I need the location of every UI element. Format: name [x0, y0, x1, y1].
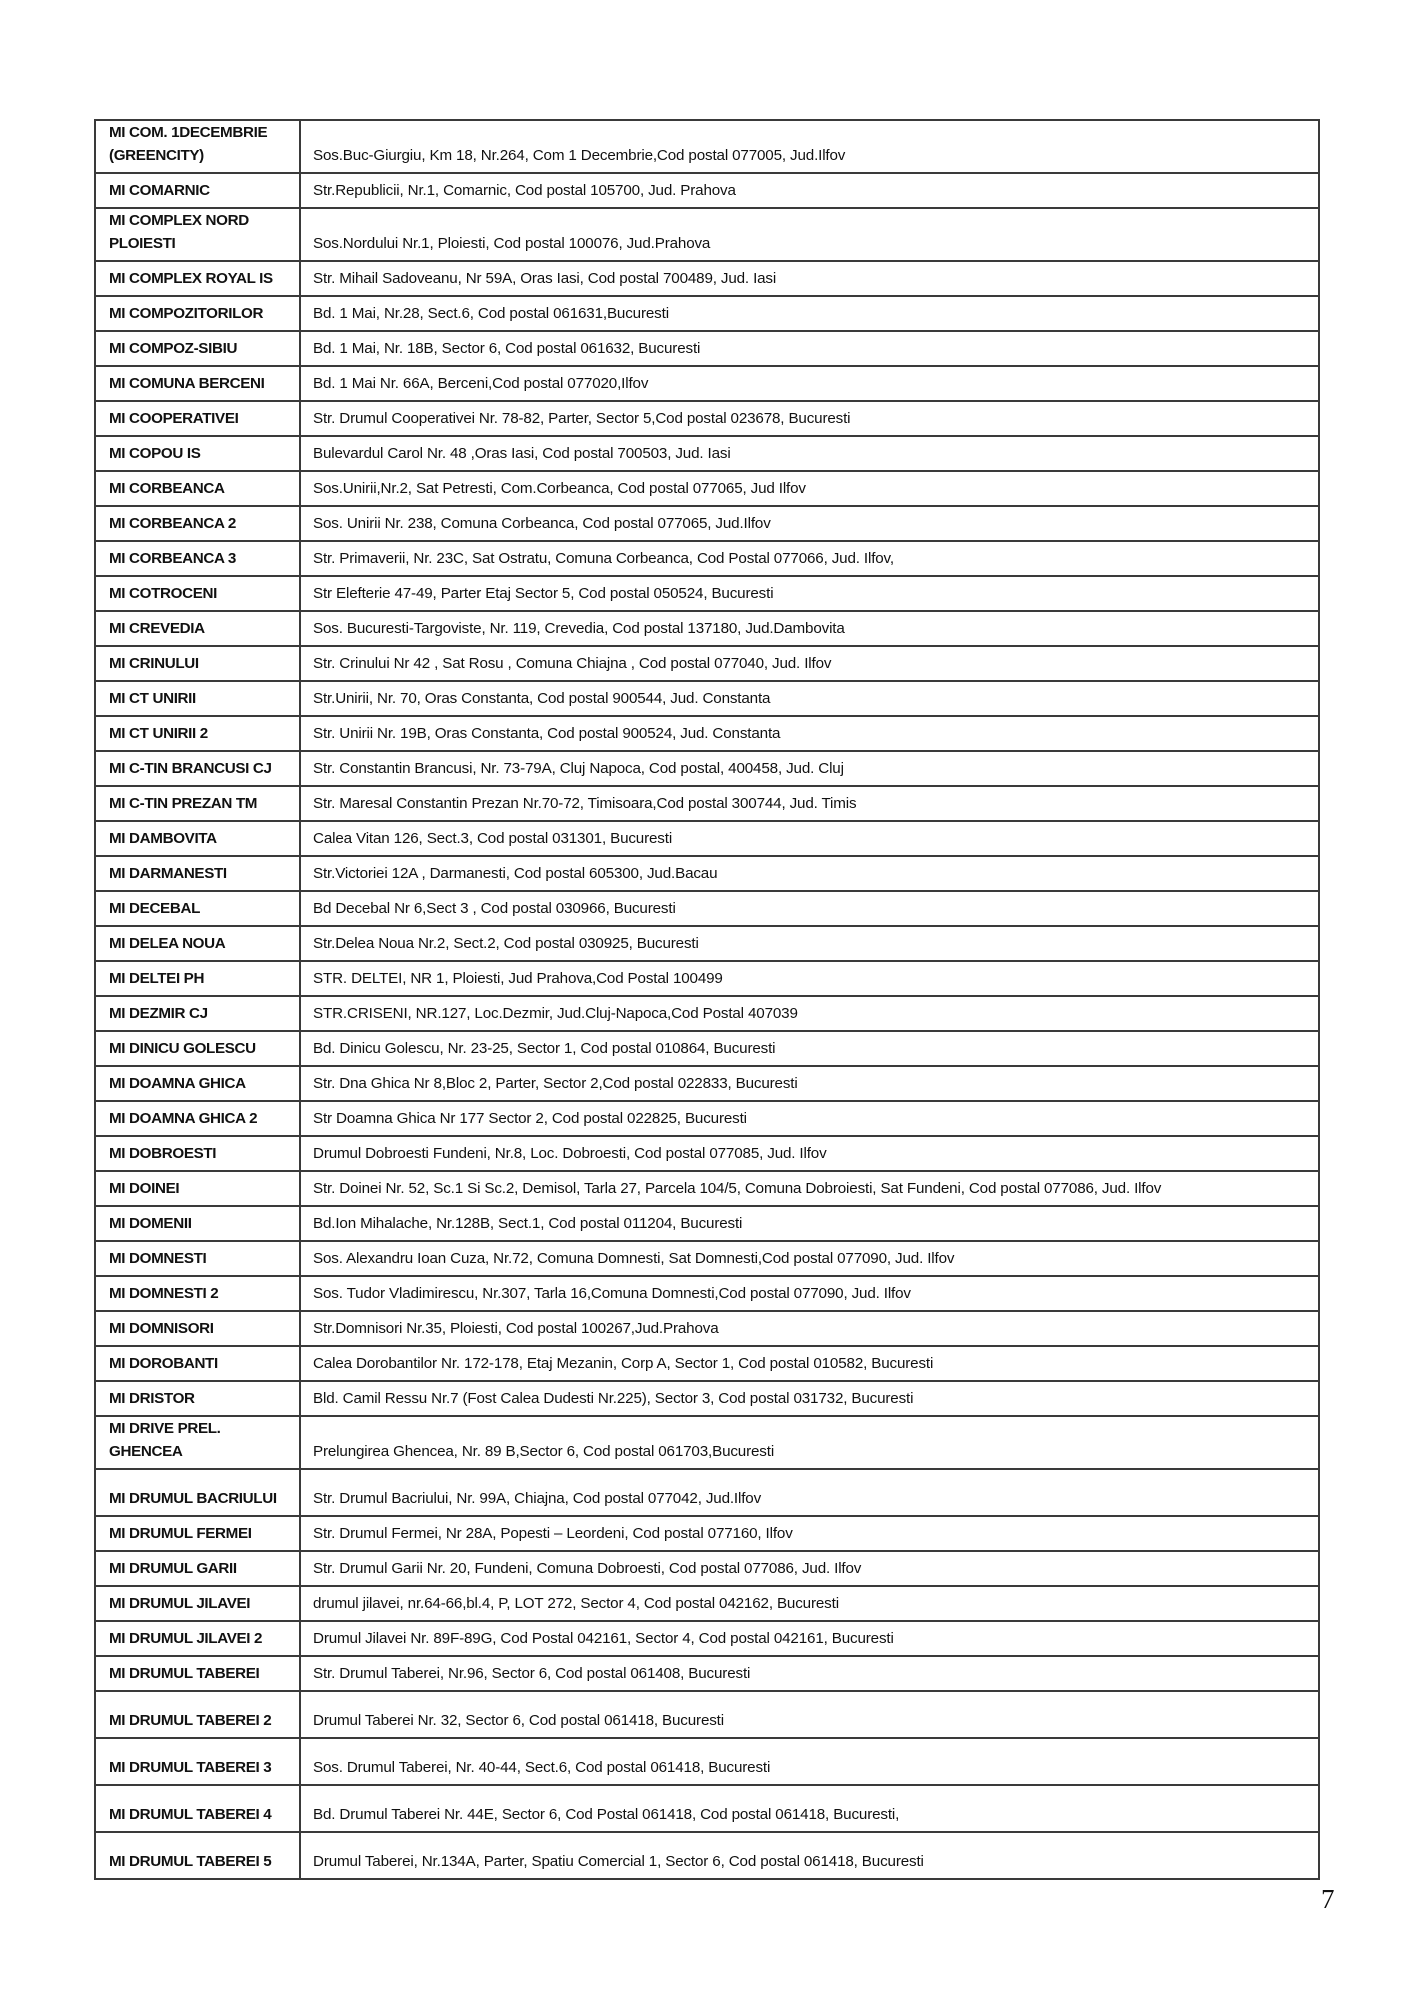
store-name-cell: MI DAMBOVITA — [95, 821, 300, 856]
store-name-cell: MI DOAMNA GHICA 2 — [95, 1101, 300, 1136]
store-address-cell: Str. Drumul Garii Nr. 20, Fundeni, Comuna Dobroesti, Cod postal 077086, Jud. Ilfov — [300, 1551, 1319, 1586]
store-name-cell: MI DELEA NOUA — [95, 926, 300, 961]
store-address-cell: Str. Drumul Fermei, Nr 28A, Popesti – Leordeni, Cod postal 077160, Ilfov — [300, 1516, 1319, 1551]
store-name-cell: MI DRUMUL TABEREI — [95, 1656, 300, 1691]
table-row — [95, 576, 1319, 611]
store-address-cell: drumul jilavei, nr.64-66,bl.4, P, LOT 272, Sector 4, Cod postal 042162, Bucuresti — [300, 1586, 1319, 1621]
store-name-cell: MI DRUMUL JILAVEI 2 — [95, 1621, 300, 1656]
store-address-cell: Str. Doinei Nr. 52, Sc.1 Si Sc.2, Demisol, Tarla 27, Parcela 104/5, Comuna Dobroiesti, Sat Fundeni, Cod postal 077086, Jud. Ilfov — [300, 1171, 1319, 1206]
store-name-cell: MI CORBEANCA 3 — [95, 541, 300, 576]
table-row — [95, 296, 1319, 331]
store-name-cell: MI DRIVE PREL. GHENCEA — [95, 1416, 300, 1469]
store-address-cell: Drumul Dobroesti Fundeni, Nr.8, Loc. Dobroesti, Cod postal 077085, Jud. Ilfov — [300, 1136, 1319, 1171]
store-name-cell: MI DRUMUL GARII — [95, 1551, 300, 1586]
store-name-cell: MI DEZMIR CJ — [95, 996, 300, 1031]
store-address-cell: Str. Maresal Constantin Prezan Nr.70-72, Timisoara,Cod postal 300744, Jud. Timis — [300, 786, 1319, 821]
table-row — [95, 436, 1319, 471]
store-name-cell: MI COMPLEX ROYAL IS — [95, 261, 300, 296]
table-row — [95, 1276, 1319, 1311]
store-name-cell: MI DOMNESTI 2 — [95, 1276, 300, 1311]
store-name-cell: MI CRINULUI — [95, 646, 300, 681]
table-row — [95, 716, 1319, 751]
store-address-cell: STR. DELTEI, NR 1, Ploiesti, Jud Prahova,Cod Postal 100499 — [300, 961, 1319, 996]
store-name-cell: MI DOINEI — [95, 1171, 300, 1206]
store-name-cell: MI DELTEI PH — [95, 961, 300, 996]
table-row — [95, 1311, 1319, 1346]
table-row — [95, 1031, 1319, 1066]
store-address-cell: Str.Unirii, Nr. 70, Oras Constanta, Cod postal 900544, Jud. Constanta — [300, 681, 1319, 716]
store-address-cell: Str.Domnisori Nr.35, Ploiesti, Cod postal 100267,Jud.Prahova — [300, 1311, 1319, 1346]
table-row — [95, 891, 1319, 926]
table-row — [95, 1551, 1319, 1586]
table-row — [95, 996, 1319, 1031]
store-address-cell: Bulevardul Carol Nr. 48 ,Oras Iasi, Cod postal 700503, Jud. Iasi — [300, 436, 1319, 471]
store-address-cell: Str.Delea Noua Nr.2, Sect.2, Cod postal 030925, Bucuresti — [300, 926, 1319, 961]
table-row — [95, 681, 1319, 716]
table-row — [95, 1416, 1319, 1469]
store-address-cell: STR.CRISENI, NR.127, Loc.Dezmir, Jud.Cluj-Napoca,Cod Postal 407039 — [300, 996, 1319, 1031]
table-row — [95, 1516, 1319, 1551]
store-address-cell: Str. Mihail Sadoveanu, Nr 59A, Oras Iasi, Cod postal 700489, Jud. Iasi — [300, 261, 1319, 296]
store-address-cell: Str. Crinului Nr 42 , Sat Rosu , Comuna Chiajna , Cod postal 077040, Jud. Ilfov — [300, 646, 1319, 681]
table-row — [95, 1832, 1319, 1879]
table-row — [95, 1136, 1319, 1171]
store-address-cell: Str Elefterie 47-49, Parter Etaj Sector 5, Cod postal 050524, Bucuresti — [300, 576, 1319, 611]
table-row — [95, 120, 1319, 173]
table-row — [95, 1785, 1319, 1832]
store-address-cell: Bd. Dinicu Golescu, Nr. 23-25, Sector 1, Cod postal 010864, Bucuresti — [300, 1031, 1319, 1066]
store-address-cell: Str. Primaverii, Nr. 23C, Sat Ostratu, Comuna Corbeanca, Cod Postal 077066, Jud. Ilfov, — [300, 541, 1319, 576]
store-address-cell: Str. Drumul Cooperativei Nr. 78-82, Parter, Sector 5,Cod postal 023678, Bucuresti — [300, 401, 1319, 436]
table-row — [95, 331, 1319, 366]
page-number: 7 — [1321, 1884, 1335, 1914]
table-row — [95, 173, 1319, 208]
table-row — [95, 1241, 1319, 1276]
table-row — [95, 1469, 1319, 1516]
store-address-cell: Str Doamna Ghica Nr 177 Sector 2, Cod postal 022825, Bucuresti — [300, 1101, 1319, 1136]
store-address-cell: Bd. 1 Mai, Nr.28, Sect.6, Cod postal 061631,Bucuresti — [300, 296, 1319, 331]
store-name-cell: MI COMPOZITORILOR — [95, 296, 300, 331]
store-address-cell: Sos.Unirii,Nr.2, Sat Petresti, Com.Corbeanca, Cod postal 077065, Jud Ilfov — [300, 471, 1319, 506]
table-row — [95, 751, 1319, 786]
store-address-cell: Drumul Taberei, Nr.134A, Parter, Spatiu Comercial 1, Sector 6, Cod postal 061418, Bucuresti — [300, 1832, 1319, 1879]
table-row — [95, 786, 1319, 821]
store-name-cell: MI COTROCENI — [95, 576, 300, 611]
store-address-cell: Str. Drumul Bacriului, Nr. 99A, Chiajna, Cod postal 077042, Jud.Ilfov — [300, 1469, 1319, 1516]
store-name-cell: MI DRUMUL TABEREI 3 — [95, 1738, 300, 1785]
store-address-cell: Str.Victoriei 12A , Darmanesti, Cod postal 605300, Jud.Bacau — [300, 856, 1319, 891]
store-address-cell: Bd. Drumul Taberei Nr. 44E, Sector 6, Cod Postal 061418, Cod postal 061418, Bucuresti, — [300, 1785, 1319, 1832]
store-name-cell: MI DRUMUL FERMEI — [95, 1516, 300, 1551]
store-name-cell: MI COMPLEX NORD PLOIESTI — [95, 208, 300, 261]
table-row — [95, 1346, 1319, 1381]
store-address-cell: Sos. Drumul Taberei, Nr. 40-44, Sect.6, Cod postal 061418, Bucuresti — [300, 1738, 1319, 1785]
table-row — [95, 856, 1319, 891]
table-row — [95, 1206, 1319, 1241]
store-address-cell: Bd. 1 Mai, Nr. 18B, Sector 6, Cod postal 061632, Bucuresti — [300, 331, 1319, 366]
store-address-cell: Sos. Tudor Vladimirescu, Nr.307, Tarla 16,Comuna Domnesti,Cod postal 077090, Jud. Ilfov — [300, 1276, 1319, 1311]
table-row — [95, 1621, 1319, 1656]
store-name-cell: MI CT UNIRII 2 — [95, 716, 300, 751]
store-address-cell: Str. Drumul Taberei, Nr.96, Sector 6, Cod postal 061408, Bucuresti — [300, 1656, 1319, 1691]
store-address-cell: Bd.Ion Mihalache, Nr.128B, Sect.1, Cod postal 011204, Bucuresti — [300, 1206, 1319, 1241]
store-name-cell: MI DRUMUL BACRIULUI — [95, 1469, 300, 1516]
store-address-cell: Sos. Bucuresti-Targoviste, Nr. 119, Crevedia, Cod postal 137180, Jud.Dambovita — [300, 611, 1319, 646]
store-name-cell: MI DOMNISORI — [95, 1311, 300, 1346]
table-row — [95, 1381, 1319, 1416]
store-address-cell: Str. Dna Ghica Nr 8,Bloc 2, Parter, Sector 2,Cod postal 022833, Bucuresti — [300, 1066, 1319, 1101]
table-row — [95, 208, 1319, 261]
store-address-cell: Sos. Unirii Nr. 238, Comuna Corbeanca, Cod postal 077065, Jud.Ilfov — [300, 506, 1319, 541]
store-address-cell: Bld. Camil Ressu Nr.7 (Fost Calea Dudesti Nr.225), Sector 3, Cod postal 031732, Bucuresti — [300, 1381, 1319, 1416]
store-address-cell: Str. Unirii Nr. 19B, Oras Constanta, Cod postal 900524, Jud. Constanta — [300, 716, 1319, 751]
store-name-cell: MI COMUNA BERCENI — [95, 366, 300, 401]
store-name-cell: MI CREVEDIA — [95, 611, 300, 646]
store-name-cell: MI DOAMNA GHICA — [95, 1066, 300, 1101]
table-row — [95, 926, 1319, 961]
table-row — [95, 506, 1319, 541]
store-name-cell: MI COOPERATIVEI — [95, 401, 300, 436]
store-name-cell: MI COPOU IS — [95, 436, 300, 471]
store-name-cell: MI COMARNIC — [95, 173, 300, 208]
store-name-cell: MI DRUMUL TABEREI 5 — [95, 1832, 300, 1879]
store-name-cell: MI CT UNIRII — [95, 681, 300, 716]
store-address-cell: Sos.Buc-Giurgiu, Km 18, Nr.264, Com 1 Decembrie,Cod postal 077005, Jud.Ilfov — [300, 120, 1319, 173]
store-address-cell: Sos.Nordului Nr.1, Ploiesti, Cod postal 100076, Jud.Prahova — [300, 208, 1319, 261]
store-name-cell: MI DOMENII — [95, 1206, 300, 1241]
table-row — [95, 1171, 1319, 1206]
table-body — [95, 120, 1319, 1879]
store-name-cell: MI COM. 1DECEMBRIE (GREENCITY) — [95, 120, 300, 173]
table-row — [95, 1691, 1319, 1738]
table-row — [95, 261, 1319, 296]
store-name-cell: MI COMPOZ-SIBIU — [95, 331, 300, 366]
store-name-cell: MI DRISTOR — [95, 1381, 300, 1416]
store-name-cell: MI DARMANESTI — [95, 856, 300, 891]
table-row — [95, 1101, 1319, 1136]
table-row — [95, 821, 1319, 856]
store-address-cell: Bd Decebal Nr 6,Sect 3 , Cod postal 030966, Bucuresti — [300, 891, 1319, 926]
table-row — [95, 646, 1319, 681]
table-row — [95, 1066, 1319, 1101]
table-row — [95, 366, 1319, 401]
locations-address-table — [94, 119, 1320, 1880]
store-name-cell: MI DINICU GOLESCU — [95, 1031, 300, 1066]
store-name-cell: MI DRUMUL TABEREI 2 — [95, 1691, 300, 1738]
table-row — [95, 401, 1319, 436]
store-name-cell: MI DRUMUL JILAVEI — [95, 1586, 300, 1621]
table-row — [95, 541, 1319, 576]
store-address-cell: Prelungirea Ghencea, Nr. 89 B,Sector 6, Cod postal 061703,Bucuresti — [300, 1416, 1319, 1469]
store-name-cell: MI C-TIN PREZAN TM — [95, 786, 300, 821]
store-name-cell: MI CORBEANCA 2 — [95, 506, 300, 541]
store-name-cell: MI DOROBANTI — [95, 1346, 300, 1381]
table-row — [95, 611, 1319, 646]
store-address-cell: Drumul Taberei Nr. 32, Sector 6, Cod postal 061418, Bucuresti — [300, 1691, 1319, 1738]
store-address-cell: Calea Vitan 126, Sect.3, Cod postal 031301, Bucuresti — [300, 821, 1319, 856]
store-address-cell: Calea Dorobantilor Nr. 172-178, Etaj Mezanin, Corp A, Sector 1, Cod postal 010582, Bucuresti — [300, 1346, 1319, 1381]
store-name-cell: MI CORBEANCA — [95, 471, 300, 506]
store-name-cell: MI C-TIN BRANCUSI CJ — [95, 751, 300, 786]
store-name-cell: MI DECEBAL — [95, 891, 300, 926]
table-row — [95, 471, 1319, 506]
table-row — [95, 961, 1319, 996]
store-name-cell: MI DRUMUL TABEREI 4 — [95, 1785, 300, 1832]
store-address-cell: Bd. 1 Mai Nr. 66A, Berceni,Cod postal 077020,Ilfov — [300, 366, 1319, 401]
store-address-cell: Sos. Alexandru Ioan Cuza, Nr.72, Comuna Domnesti, Sat Domnesti,Cod postal 077090, Jud. Ilfov — [300, 1241, 1319, 1276]
store-address-cell: Drumul Jilavei Nr. 89F-89G, Cod Postal 042161, Sector 4, Cod postal 042161, Bucuresti — [300, 1621, 1319, 1656]
store-name-cell: MI DOBROESTI — [95, 1136, 300, 1171]
store-name-cell: MI DOMNESTI — [95, 1241, 300, 1276]
table-row — [95, 1586, 1319, 1621]
store-address-cell: Str. Constantin Brancusi, Nr. 73-79A, Cluj Napoca, Cod postal, 400458, Jud. Cluj — [300, 751, 1319, 786]
store-address-cell: Str.Republicii, Nr.1, Comarnic, Cod postal 105700, Jud. Prahova — [300, 173, 1319, 208]
table-row — [95, 1656, 1319, 1691]
table-row — [95, 1738, 1319, 1785]
